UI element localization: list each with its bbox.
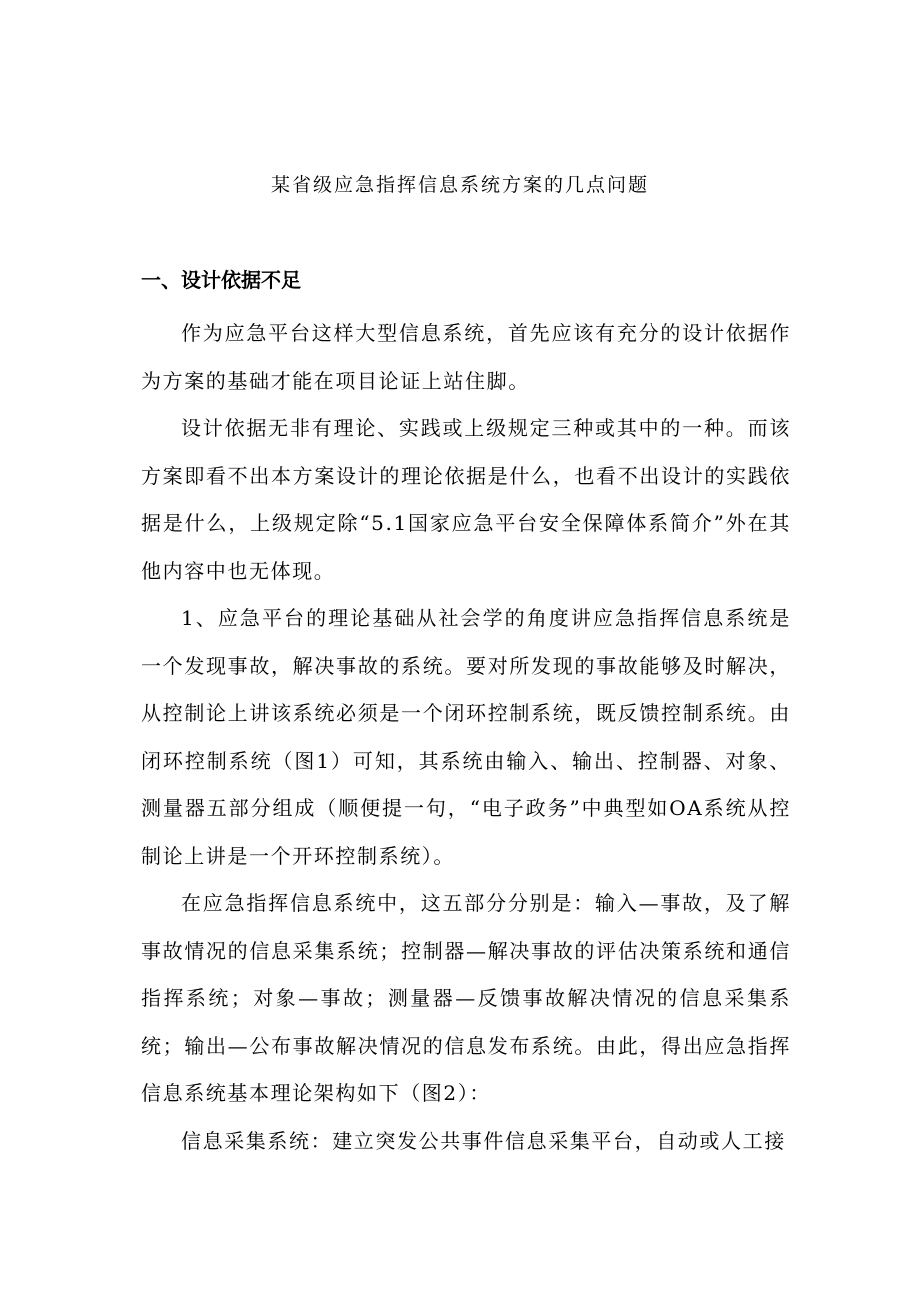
paragraph-3: 1、应急平台的理论基础从社会学的角度讲应急指挥信息系统是一个发现事故，解决事故的系统。要对所发现的事故能够及时解决，从控制论上讲该系统必须是一个闭环控制系统，既反馈控制系统。由闭环控制系统（图1）可知，其系统由输入、输出、控制器、对象、测量器五部分组成（顺便提一句，“电子政务”中典型如OA系统从控制论上讲是一个开环控制系统）。	[141, 606, 791, 868]
document-body	[141, 310, 791, 1165]
paragraph-2: 设计依据无非有理论、实践或上级规定三种或其中的一种。而该方案即看不出本方案设计的理论依据是什么，也看不出设计的实践依据是什么，上级规定除“5.1国家应急平台安全保障体系简介”外在其他内容中也无体现。	[141, 416, 791, 583]
document-title: 某省级应急指挥信息系统方案的几点问题	[270, 174, 649, 196]
section-heading: 一、设计依据不足	[141, 268, 301, 292]
paragraph-1: 作为应急平台这样大型信息系统，首先应该有充分的设计依据作为方案的基础才能在项目论证上站住脚。	[141, 321, 791, 393]
paragraph-5: 信息采集系统：建立突发公共事件信息采集平台，自动或人工接	[181, 1128, 786, 1153]
paragraph-4: 在应急指挥信息系统中，这五部分分别是：输入—事故，及了解事故情况的信息采集系统；控制器—解决事故的评估决策系统和通信指挥系统；对象—事故；测量器—反馈事故解决情况的信息采集系统；输出—公布事故解决情况的信息发布系统。由此，得出应急指挥信息系统基本理论架构如下（图2）：	[141, 891, 791, 1105]
